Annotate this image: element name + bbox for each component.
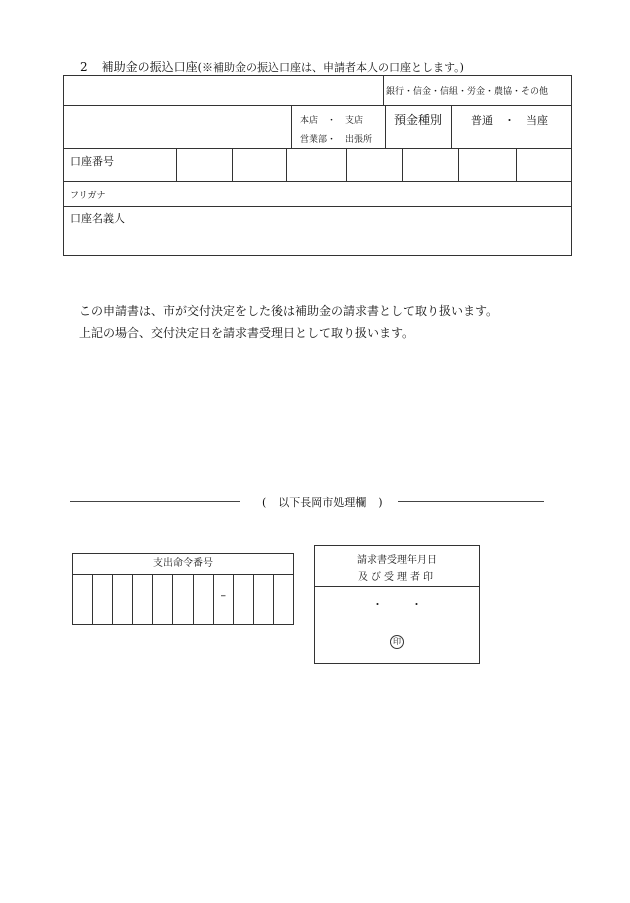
section-note: (※補助金の振込口座は、申請者本人の口座とします。) bbox=[197, 61, 464, 74]
office-use-label: ( 以下長岡市処理欄 ) bbox=[262, 496, 383, 509]
notice-line: この申請書は、市が交付決定をした後は補助金の請求書として取り扱います。 bbox=[79, 304, 499, 318]
digit-cell bbox=[173, 575, 193, 624]
notice-text bbox=[79, 300, 498, 344]
order-number-dash: – bbox=[220, 589, 226, 602]
digit-divider bbox=[402, 148, 403, 181]
divider-left bbox=[70, 501, 240, 502]
row-divider bbox=[64, 206, 571, 207]
digit-cell bbox=[73, 575, 93, 624]
expenditure-order-header: 支出命令番号 bbox=[73, 554, 293, 575]
col-divider bbox=[385, 105, 386, 148]
branch-types-bottom: 営業部・ 出張所 bbox=[300, 135, 373, 145]
digit-cell bbox=[194, 575, 214, 624]
section-title: 補助金の振込口座 bbox=[101, 60, 198, 74]
col-divider bbox=[383, 76, 384, 105]
digit-cell bbox=[214, 575, 234, 624]
receipt-header-line1: 請求書受理年月日 bbox=[357, 555, 437, 566]
order-number-cells bbox=[73, 575, 293, 624]
expenditure-order-table bbox=[72, 553, 294, 625]
receipt-table bbox=[314, 545, 480, 664]
digit-cell bbox=[153, 575, 173, 624]
digit-cell bbox=[274, 575, 293, 624]
col-divider bbox=[451, 105, 452, 148]
seal-area bbox=[315, 634, 479, 649]
digit-divider bbox=[286, 148, 287, 181]
col-divider bbox=[291, 105, 292, 148]
digit-divider bbox=[516, 148, 517, 181]
row-divider bbox=[64, 181, 571, 182]
divider-right bbox=[398, 501, 544, 502]
digit-cell bbox=[113, 575, 133, 624]
row-divider bbox=[64, 148, 571, 149]
receipt-header bbox=[315, 546, 479, 587]
digit-cell bbox=[93, 575, 113, 624]
digit-cell bbox=[254, 575, 274, 624]
section-number: 2 bbox=[80, 60, 88, 74]
digit-cell bbox=[234, 575, 254, 624]
digit-divider bbox=[232, 148, 233, 181]
date-dots: ・・ bbox=[372, 598, 450, 611]
institution-types: 銀行・信金・信組・労金・農協・その他 bbox=[386, 87, 549, 97]
branch-types-top: 本店 ・ 支店 bbox=[300, 116, 364, 126]
deposit-type-label: 預金種別 bbox=[394, 113, 443, 127]
digit-divider bbox=[346, 148, 347, 181]
account-number-label: 口座番号 bbox=[70, 155, 114, 168]
digit-divider bbox=[458, 148, 459, 181]
notice-line: 上記の場合、交付決定日を請求書受理日として取り扱います。 bbox=[79, 326, 415, 340]
account-holder-label: 口座名義人 bbox=[70, 212, 125, 225]
furigana-label: フリガナ bbox=[70, 191, 106, 201]
section-heading bbox=[80, 58, 464, 75]
digit-cell bbox=[133, 575, 153, 624]
seal-icon: 印 bbox=[390, 635, 404, 649]
row-divider bbox=[64, 105, 571, 106]
receipt-header-line2: 及び受理者印 bbox=[358, 572, 436, 583]
deposit-type-options: 普通 ・ 当座 bbox=[471, 114, 548, 127]
bank-account-table bbox=[63, 75, 572, 256]
digit-divider bbox=[176, 148, 177, 181]
